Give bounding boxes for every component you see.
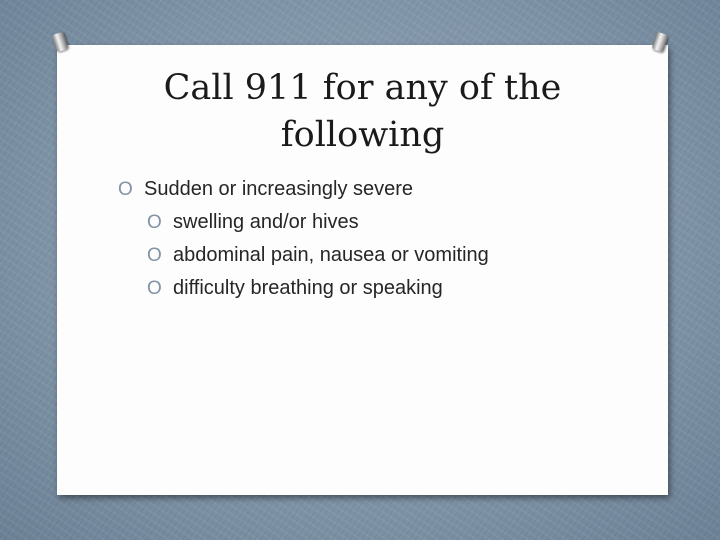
slide-title <box>57 65 668 159</box>
bullet-marker: O <box>118 179 133 200</box>
bullet-text: difficulty breathing or speaking <box>173 277 443 299</box>
bullet-marker: O <box>147 278 162 299</box>
slide-title-line-2: following <box>280 115 445 155</box>
bullet-list <box>118 172 658 305</box>
sub-bullet-item <box>147 272 658 305</box>
bullet-text: Sudden or increasingly severe <box>144 178 414 200</box>
sub-bullet-item <box>147 239 658 272</box>
thumbtack-left-head <box>52 32 69 53</box>
bullet-marker: O <box>147 212 162 233</box>
bullet-item <box>118 172 658 206</box>
slide-title-line-1: Call 911 for any of the <box>163 68 562 108</box>
thumbtack-right-head <box>652 32 669 53</box>
bullet-marker: O <box>147 245 162 266</box>
sub-bullet-item <box>147 206 658 239</box>
bullet-text: abdominal pain, nausea or vomiting <box>173 244 489 266</box>
bullet-text: swelling and/or hives <box>173 211 359 233</box>
